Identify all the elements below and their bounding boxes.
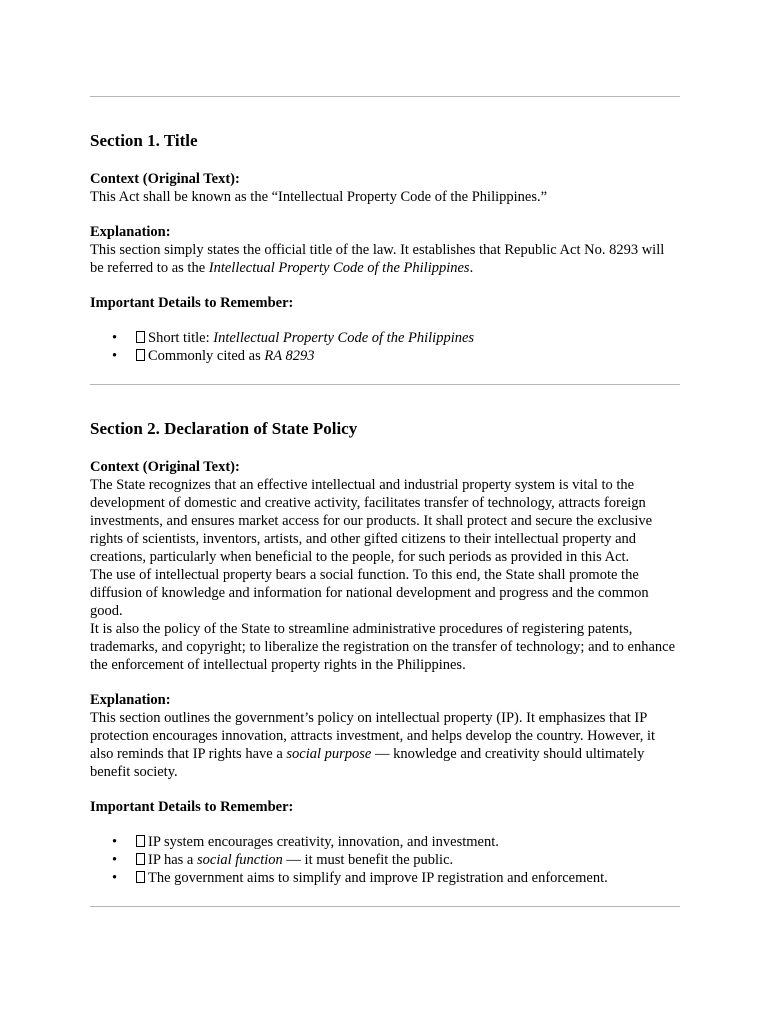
document-page [90, 96, 680, 907]
list-item-text: Commonly cited as [148, 348, 265, 364]
list-item [90, 347, 680, 365]
list-item-text: Short title: [148, 330, 214, 346]
context-paragraph: This Act shall be known as the “Intellectual Property Code of the Philippines.” [90, 189, 548, 205]
explanation-label: Explanation: [90, 224, 171, 240]
explanation-emphasis: Intellectual Property Code of the Philippines [208, 260, 470, 276]
divider [90, 384, 680, 385]
divider [90, 906, 680, 907]
context-label: Context (Original Text): [90, 171, 240, 187]
bullet-icon: • [112, 852, 118, 868]
section-1 [90, 131, 680, 365]
list-item [90, 869, 680, 887]
missing-glyph-box-icon [136, 331, 145, 343]
list-item [90, 851, 680, 869]
list-item-emphasis: Intellectual Property Code of the Philippines [213, 330, 475, 346]
missing-glyph-box-icon [136, 871, 145, 883]
explanation-block [90, 691, 680, 781]
list-item-emphasis: social function [197, 852, 283, 868]
explanation-text: . [469, 260, 474, 276]
explanation-paragraph [90, 709, 680, 781]
missing-glyph-box-icon [136, 835, 145, 847]
bullet-icon: • [112, 834, 118, 850]
context-block [90, 458, 680, 674]
missing-glyph-box-icon [136, 349, 145, 361]
explanation-emphasis: social purpose [286, 746, 372, 762]
section-title: Section 2. Declaration of State Policy [90, 419, 358, 438]
explanation-text: — knowledge and creativity should ultimately benefit society. [90, 746, 645, 780]
list-item-text: IP system encourages creativity, innovation, and investment. [148, 834, 499, 850]
divider [90, 96, 680, 97]
list-item-text: IP has a [148, 852, 197, 868]
explanation-block [90, 223, 680, 277]
section-title: Section 1. Title [90, 131, 198, 150]
details-list [90, 833, 680, 887]
list-item [90, 833, 680, 851]
context-paragraph: It is also the policy of the State to streamline administrative procedures of registering patents, trademarks, and copyright; to liberalize the registration on the transfer of technology; and to enhance the enforcement of intellectual property rights in the Philippines. [90, 621, 676, 673]
bullet-icon: • [112, 330, 118, 346]
context-label: Context (Original Text): [90, 459, 240, 475]
explanation-paragraph [90, 241, 680, 277]
explanation-label: Explanation: [90, 692, 171, 708]
details-block [90, 798, 680, 887]
list-item-emphasis: RA 8293 [264, 348, 315, 364]
list-item-text: The government aims to simplify and improve IP registration and enforcement. [148, 870, 608, 886]
explanation-text: This section simply states the official title of the law. It establishes that Republic Act No. 8293 will be referred to as the [90, 242, 665, 276]
context-block [90, 170, 680, 206]
context-paragraph: The use of intellectual property bears a social function. To this end, the State shall promote the diffusion of knowledge and information for national development and progress and the common good. [90, 567, 649, 619]
details-list [90, 329, 680, 365]
section-2 [90, 419, 680, 887]
list-item [90, 329, 680, 347]
missing-glyph-box-icon [136, 853, 145, 865]
explanation-text: This section outlines the government’s policy on intellectual property (IP). It emphasizes that IP protection encourages innovation, attracts investment, and helps develop the country. However, it also reminds that IP rights have a [90, 710, 656, 762]
list-item-text: — it must benefit the public. [282, 852, 454, 868]
details-block [90, 294, 680, 365]
details-label: Important Details to Remember: [90, 295, 294, 311]
context-paragraph: The State recognizes that an effective intellectual and industrial property system is vital to the development of domestic and creative activity, facilitates transfer of technology, attracts foreign investments, and ensures market access for our products. It shall protect and secure the exclusive rights of scientists, inventors, artists, and other gifted citizens to their intellectual property and creations, particularly when beneficial to the people, for such periods as provided in this Act. [90, 477, 653, 565]
bullet-icon: • [112, 870, 118, 886]
bullet-icon: • [112, 348, 118, 364]
details-label: Important Details to Remember: [90, 799, 294, 815]
